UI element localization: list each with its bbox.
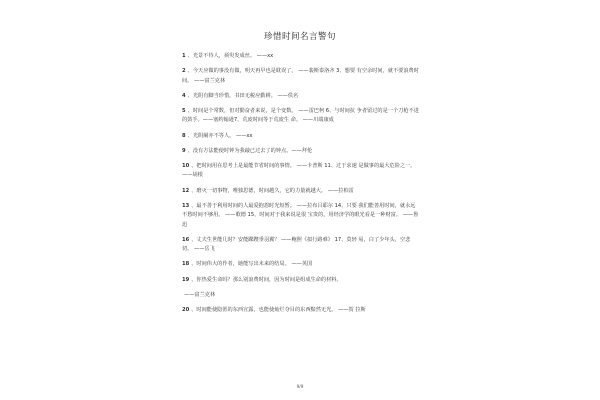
quote-text: 、光阴阑亦不等人。 ——xx <box>187 132 253 139</box>
page-number: 9/9 <box>296 384 304 389</box>
quote-text: 、光景不待人，须臾发成丝。 ——xx <box>187 53 274 59</box>
quote-number: 1 <box>182 53 186 59</box>
quote-attribution <box>182 291 420 300</box>
quote-text: 、时间能使隐匿的东西宣露，也能使灿烂夺目的东西黯然无光。 ——贺 拉斯 <box>191 307 366 314</box>
document-title: 珍惜时间名言警句 <box>263 32 336 42</box>
quote-number: 16 <box>182 236 190 243</box>
quote-paragraph <box>182 236 420 255</box>
quote-number: 5 <box>182 108 186 115</box>
quote-text: 、最不善于利用时间的人最爱抱怨时光短暂。 ——拉布吕耶尔 14、只要 我们能善用时间，就永远不愁时间不够用。 ——歌德 15、时间对于我来说是很 宝贵的，用经济学的眼光看是一种财富。 ——鲁迅 <box>182 202 419 228</box>
quote-paragraph <box>182 276 420 285</box>
quote-paragraph <box>182 132 420 141</box>
quote-number: 2 <box>182 68 186 75</box>
quote-list <box>182 52 420 321</box>
quote-text: 、时间是个常数，但对勤奋者来说，是个变数。 ——雷巴柯 6、与时间抗 争者留过的是一个刀枪不进的鼓手。——塞约翰逊7、荒废时间等于荒废生 命。 ——川端康成 <box>182 108 419 124</box>
quote-paragraph <box>182 202 420 230</box>
quote-text: 、今天应做的事没有做，明天再早也是耽误了。 ——裴斯泰洛齐 3、想要 有空余时间，就不要浪费时间。 ——富兰克林 <box>182 68 419 84</box>
quote-number: 19 <box>182 276 190 283</box>
quote-text: 、光阴有脚当珍惜，书田无税应勤耕。 ——佚名 <box>187 92 299 99</box>
quote-text: 、你热爱生命吗？那么别浪费时间，因为时间是组成生命的材料。 <box>191 276 342 283</box>
quote-number: 9 <box>182 147 186 154</box>
quote-text: 、丈夫生世能几时？安能蹀躞垂羽翼？ ——鲍照《拟行路难》 17、莫轻 易，白了少年头，空悲切。 ——岳飞 <box>182 236 411 253</box>
quote-paragraph <box>182 187 420 196</box>
quote-number: 4 <box>182 92 186 99</box>
quote-paragraph <box>182 67 420 86</box>
quote-text: 、磨灭一切事物，唯独思德，时间越久，它的力量就越大。 ——拉柏雷 <box>191 187 354 194</box>
quote-paragraph <box>182 260 420 269</box>
quote-paragraph <box>182 147 420 156</box>
quote-paragraph <box>182 92 420 101</box>
quote-text: 、时间伟大的作者，她能写出未来的结局。 ——英国 <box>191 261 313 268</box>
quote-paragraph <box>182 162 420 181</box>
quote-paragraph <box>182 306 420 315</box>
quote-text: 、没有方法能使时钟为我敲已过去了的钟点。——拜伦 <box>187 147 313 154</box>
quote-paragraph <box>182 107 420 126</box>
quote-number: 12 <box>182 187 190 194</box>
quote-text: ——富兰克林 <box>184 291 216 298</box>
quote-number: 18 <box>182 261 190 268</box>
quote-number: 10 <box>182 163 190 170</box>
quote-text: 、把时间用在思考上是最能节省时间的事情。 ——卡普斯 11、过于求速 是做事的最大危险之一。 ——胡根 <box>182 163 416 179</box>
quote-number: 13 <box>182 202 190 209</box>
quote-number: 8 <box>182 132 186 139</box>
quote-paragraph <box>182 52 420 61</box>
quote-number: 20 <box>182 307 190 314</box>
